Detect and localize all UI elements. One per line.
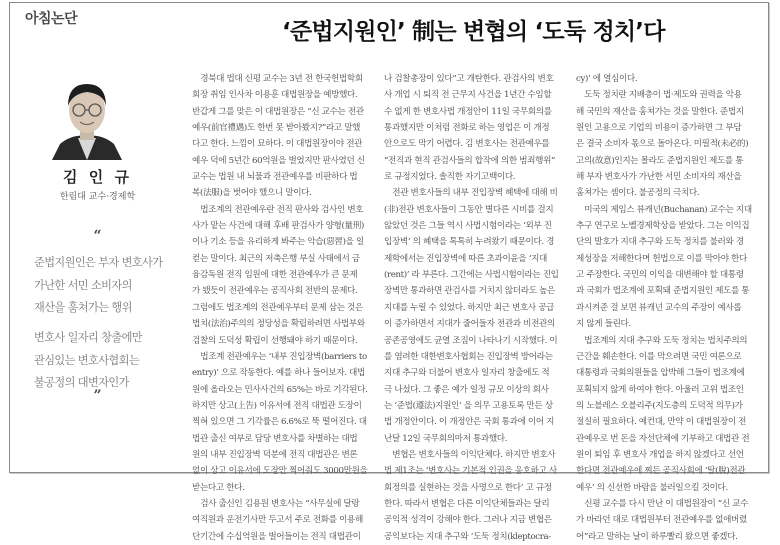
body-text-line: entry)’ 으로 작동한다. 예를 하나 들어보자. 대법 bbox=[192, 368, 365, 379]
body-text-line: 난달 12일 국무회의마저 통과했다. bbox=[384, 433, 508, 444]
body-text-line: 근간을 훼손한다. 이를 막으려면 국민 여론으로 bbox=[576, 351, 742, 362]
body-text-line: 예우 덕에 5년간 60억원을 벌었지만 판사였던 신 bbox=[192, 155, 365, 166]
body-text-line: 법조계의 지대 추구와 도둑 정치는 법치주의의 bbox=[576, 335, 748, 346]
body-text-line: 다고 한다. 느낌이 묘하다. 이 대법원장이야 전관 bbox=[192, 139, 363, 150]
body-text-line: 법조계 전관예우는 ‘내부 진입장벽(barriers to bbox=[192, 351, 367, 362]
body-text-line: 법치(法治)주의의 정당성을 확립하려면 사법부와 bbox=[192, 319, 365, 330]
body-text-line: 이나 기소 등을 유리하게 봐주는 악습(惡習)을 일 bbox=[192, 237, 364, 248]
body-text-line: 는 ‘준법(遵法)지원인’ 을 의무 고용토록 만든 상 bbox=[384, 400, 553, 411]
pull-quote-line: 가난한 서민 소비자의 bbox=[34, 278, 132, 292]
body-text-line: 입장벽’ 의 혜택을 톡톡히 누려왔기 때문이다. 경 bbox=[384, 237, 555, 248]
pull-quote-line: 불공정의 대변자인가 bbox=[34, 376, 129, 389]
pull-quote-paragraph-2 bbox=[34, 327, 184, 395]
body-text-line: 원의 내부 진입장벽 덕분에 전직 대법관은 변론 bbox=[192, 449, 358, 460]
open-quote-mark: “ bbox=[93, 228, 102, 244]
body-text-line: 그럼에도 법조계의 전관예우부터 문제 삼는 것은 bbox=[192, 302, 363, 313]
close-quote-mark: ” bbox=[93, 388, 102, 404]
body-text-line: 여직원과 운전기사만 두고서 주로 전화를 이용해 bbox=[192, 515, 363, 526]
body-text-line: 어”라고 말하는 날이 하루빨리 왔으면 좋겠다. bbox=[576, 531, 738, 542]
author-photo bbox=[48, 72, 126, 160]
body-text-line: 경북대 법대 신평 교수는 3년 전 한국헌법학회 bbox=[192, 74, 363, 84]
body-text-line: 사 개업 시 퇴직 전 근무지 사건을 1년간 수임할 bbox=[384, 90, 552, 101]
author-portrait-icon bbox=[48, 72, 126, 160]
body-text-line: 원인 고용으로 기업의 비용이 증가하면 그 부담 bbox=[576, 123, 742, 134]
body-text-line: 극 나섰다. 그 좋은 예가 일정 규모 이상의 회사 bbox=[384, 384, 549, 395]
body-text-line: 추구 연구로 노벨경제학상을 받았다. 그는 이익집 bbox=[576, 221, 750, 232]
body-text-line: 예우(前官禮遇)도 한번 못 받아봤지?”라고 말했 bbox=[192, 123, 361, 134]
section-label: 아침논단 bbox=[25, 11, 78, 27]
author-affiliation: 한림대 교수·경제학 bbox=[59, 192, 136, 202]
body-text-line: 절실히 필요하다. 예컨대, 만약 이 대법원장이 전 bbox=[576, 417, 747, 428]
body-text-line: 포획되지 않게 하여야 한다. 아울러 고위 법조인 bbox=[576, 384, 744, 395]
body-text-line: 교수는 법원 내 뇌물과 전관예우를 비판하다 법 bbox=[192, 172, 358, 183]
body-text-line: 법 제1조는 ‘변호사는 기본적 인권을 옹호하고 사 bbox=[384, 466, 557, 477]
body-text-line: 로 규정지었다. 솔직한 자기고백이다. bbox=[384, 172, 516, 183]
body-text-line: 원에 올라오는 민사사건의 65%는 바로 기각된다. bbox=[192, 384, 368, 395]
body-text-line: 없이 상고 이유서에 도장만 찍어줘도 3000만원을 bbox=[192, 466, 368, 477]
body-text-line: 훔쳐가는 셈이다. 불공정의 극치다. bbox=[576, 188, 700, 199]
body-text-line: 통과했지만 이처럼 전화로 하는 영업은 이 개정 bbox=[384, 123, 550, 134]
pull-quote-paragraph-1 bbox=[34, 252, 184, 320]
body-text-line: 융감독원 전직 임원에 대한 전관예우가 큰 문제 bbox=[192, 270, 358, 281]
body-text-line: 를 염려한 대한변호사협회는 진입장벽 방어라는 bbox=[384, 351, 553, 362]
body-text-line: “전직과 현직 관검사들의 합작에 의한 범죄행위” bbox=[384, 155, 556, 166]
pull-quote-line: 변호사 일자리 창출에만 bbox=[34, 331, 142, 344]
body-text-line: 반갑게 그를 맞은 이 대법원장은 “신 교수는 전관 bbox=[192, 106, 364, 117]
body-text-line: 고 주장한다. 국민의 이익을 대변해야 할 대통령 bbox=[576, 270, 744, 281]
body-text-line: 지대를 누릴 수 있었다. 하지만 최근 변호사 공급 bbox=[384, 302, 555, 313]
body-text-line: 신평 교수를 다시 만난 이 대법원장이 “신 교수 bbox=[576, 498, 749, 509]
body-text-line: 이 증가하면서 지대가 줄어들자 전관과 비전관의 bbox=[384, 319, 555, 330]
body-text-line: 장벽만 통과하면 관검사를 거치지 않더라도 높은 bbox=[384, 286, 555, 297]
body-text-line: 해 부자 변호사가 가난한 서민 소비자의 재산을 bbox=[576, 172, 742, 183]
body-column-2 bbox=[384, 71, 570, 545]
body-text-line: 관예우로 번 돈을 자선단체에 기부하고 대법관 전 bbox=[576, 433, 750, 444]
body-text-line: 법관 출신 여부로 담당 변호사를 차별하는 대법 bbox=[192, 433, 358, 444]
body-text-line: 은 결국 소비자 몫으로 돌아온다. 미필적(未必的) bbox=[576, 139, 749, 150]
body-text-line: 과시켜준 걸 보면 뷰캐넌 교수의 주장이 예사롭 bbox=[576, 302, 742, 313]
pull-quote-line: 준법지원인은 부자 변호사가 bbox=[34, 256, 163, 269]
body-text-line: 하지만 상고(上告) 이유서에 전직 대법관 도장이 bbox=[192, 400, 362, 411]
body-text-line: 원이 퇴임 후 변호사 개업을 하지 않겠다고 선언 bbox=[576, 449, 744, 460]
body-text-line: 받는다고 한다. bbox=[192, 482, 245, 493]
body-column-3 bbox=[576, 71, 762, 545]
body-text-line: 찍혀 있으면 그 기각률은 6.6%로 뚝 떨어진다. 대 bbox=[192, 417, 367, 428]
body-text-line: 전관 변호사들의 내부 진입장벽 혜택에 대해 비 bbox=[384, 188, 558, 199]
body-text-line: (rent)’ 라 부른다. 그간에는 사법시험이라는 진입 bbox=[384, 270, 559, 281]
body-text-line: 대통령과 국회의원들을 압박해 그들이 법조계에 bbox=[576, 368, 745, 379]
body-text-line: 제학에서는 진입장벽에 따른 초과이윤을 ‘지대 bbox=[384, 253, 547, 264]
body-text-line: 고의(故意)인지는 몰라도 준법지원인 제도를 통 bbox=[576, 155, 744, 166]
body-text-line: 공존공영에도 균열 조짐이 나타나기 시작했다. 이 bbox=[384, 335, 558, 346]
body-text-line: 사가 맡는 사건에 대해 후배 판검사가 양형(量刑) bbox=[192, 221, 364, 232]
body-text-line: 회장 취임 인사차 이용훈 대법원장을 예방했다. bbox=[192, 90, 358, 101]
body-text-line: cy)’ 에 열심이다. bbox=[576, 74, 638, 84]
body-text-line: 공익적 성격이 강해야 한다. 그러나 지금 변협은 bbox=[384, 515, 552, 526]
body-text-line: 지 않게 들린다. bbox=[576, 319, 631, 330]
body-text-line: 검찰의 도덕성 확립이 선행돼야 하기 때문이다. bbox=[192, 335, 358, 346]
headline: ‘준법지원인’ 制는 변협의 ‘도둑 정치’다 bbox=[282, 19, 665, 45]
body-text-line: 회정의를 실현하는 것을 사명으로 한다’ 고 규정 bbox=[384, 482, 552, 493]
body-text-line: 검사 출신인 김용원 변호사는 “사무실에 달랑 bbox=[192, 498, 360, 509]
body-text-line: 미국의 제임스 뷰캐넌(Buchanan) 교수는 지대 bbox=[576, 204, 752, 215]
body-text-line: 단기간에 수십억원을 벌어들이는 전직 대법관이 bbox=[192, 531, 361, 542]
body-column-1 bbox=[192, 71, 378, 545]
author-name: 김 인 규 bbox=[63, 168, 132, 186]
body-text-line: 않았던 것은 그들 역시 사법시험이라는 ‘외부 진 bbox=[384, 221, 552, 232]
body-text-line: 가 바라던 대로 대법원부터 전관예우를 없애버렸 bbox=[576, 515, 747, 526]
pull-quote-line: 재산을 훔쳐가는 행위 bbox=[34, 301, 132, 314]
body-text-line: 의 노블레스 오블리주(지도층의 도덕적 의무)가 bbox=[576, 400, 743, 411]
body-text-line: 수 없게 한 변호사법 개정안이 11일 국무회의를 bbox=[384, 106, 552, 117]
body-text-line: 가 됐듯이 전관예우는 공직사회 전반의 문제다. bbox=[192, 286, 358, 297]
body-text-line: 복(法服)을 벗어야 했으니 말이다. bbox=[192, 188, 312, 199]
pull-quote-line: 관심있는 변호사협회는 bbox=[34, 353, 140, 367]
body-text-line: 해 국민의 재산을 훔쳐가는 것을 말한다. 준법지 bbox=[576, 106, 744, 117]
body-text-line: 제성장을 저해한다며 헌법으로 이를 막아야 한다 bbox=[576, 253, 747, 264]
body-text-line: 예우’ 의 신선한 바람을 불러일으킬 것이다. bbox=[576, 482, 728, 493]
body-text-line: 지대 추구와 더불어 변호사 일자리 창출에도 적 bbox=[384, 368, 550, 379]
body-text-line: 공익보다는 지대 추구와 ‘도둑 정치(kleptocra- bbox=[384, 531, 551, 542]
body-text-line: 컫는 말이다. 최근의 저축은행 부실 사태에서 금 bbox=[192, 253, 360, 264]
body-text-line: 나 검찰총장이 있다”고 개탄한다. 관검사의 변호 bbox=[384, 74, 554, 84]
body-text-line: 한다. 따라서 변협은 다른 이익단체들과는 달리 bbox=[384, 498, 550, 509]
body-text-line: 법 개정안이다. 이 개정안은 국회 통과에 이어 지 bbox=[384, 417, 555, 428]
body-text-line: 과 국회가 법조계에 포획돼 준법지원인 제도를 통 bbox=[576, 286, 750, 297]
body-text-line: 도둑 정치란 지배층이 법·제도와 권력을 악용 bbox=[576, 90, 742, 101]
body-text-line: 안으로도 막기 어렵다. 김 변호사는 전관예우를 bbox=[384, 139, 550, 150]
body-text-line: 한다면 전관예우에 찌든 공직사회에 ‘탈(脫)전관 bbox=[576, 466, 746, 477]
body-text-line: 변협은 변호사들의 이익단체다. 하지만 변호사 bbox=[384, 449, 556, 460]
body-text-line: 법조계의 전관예우란 전직 판사와 검사인 변호 bbox=[192, 204, 364, 215]
body-text-line: (非)전관 변호사들이 그동안 별다른 시비를 걸지 bbox=[384, 204, 554, 215]
body-text-line: 단의 발호가 지대 추구와 도둑 정치를 불러와 경 bbox=[576, 237, 744, 248]
